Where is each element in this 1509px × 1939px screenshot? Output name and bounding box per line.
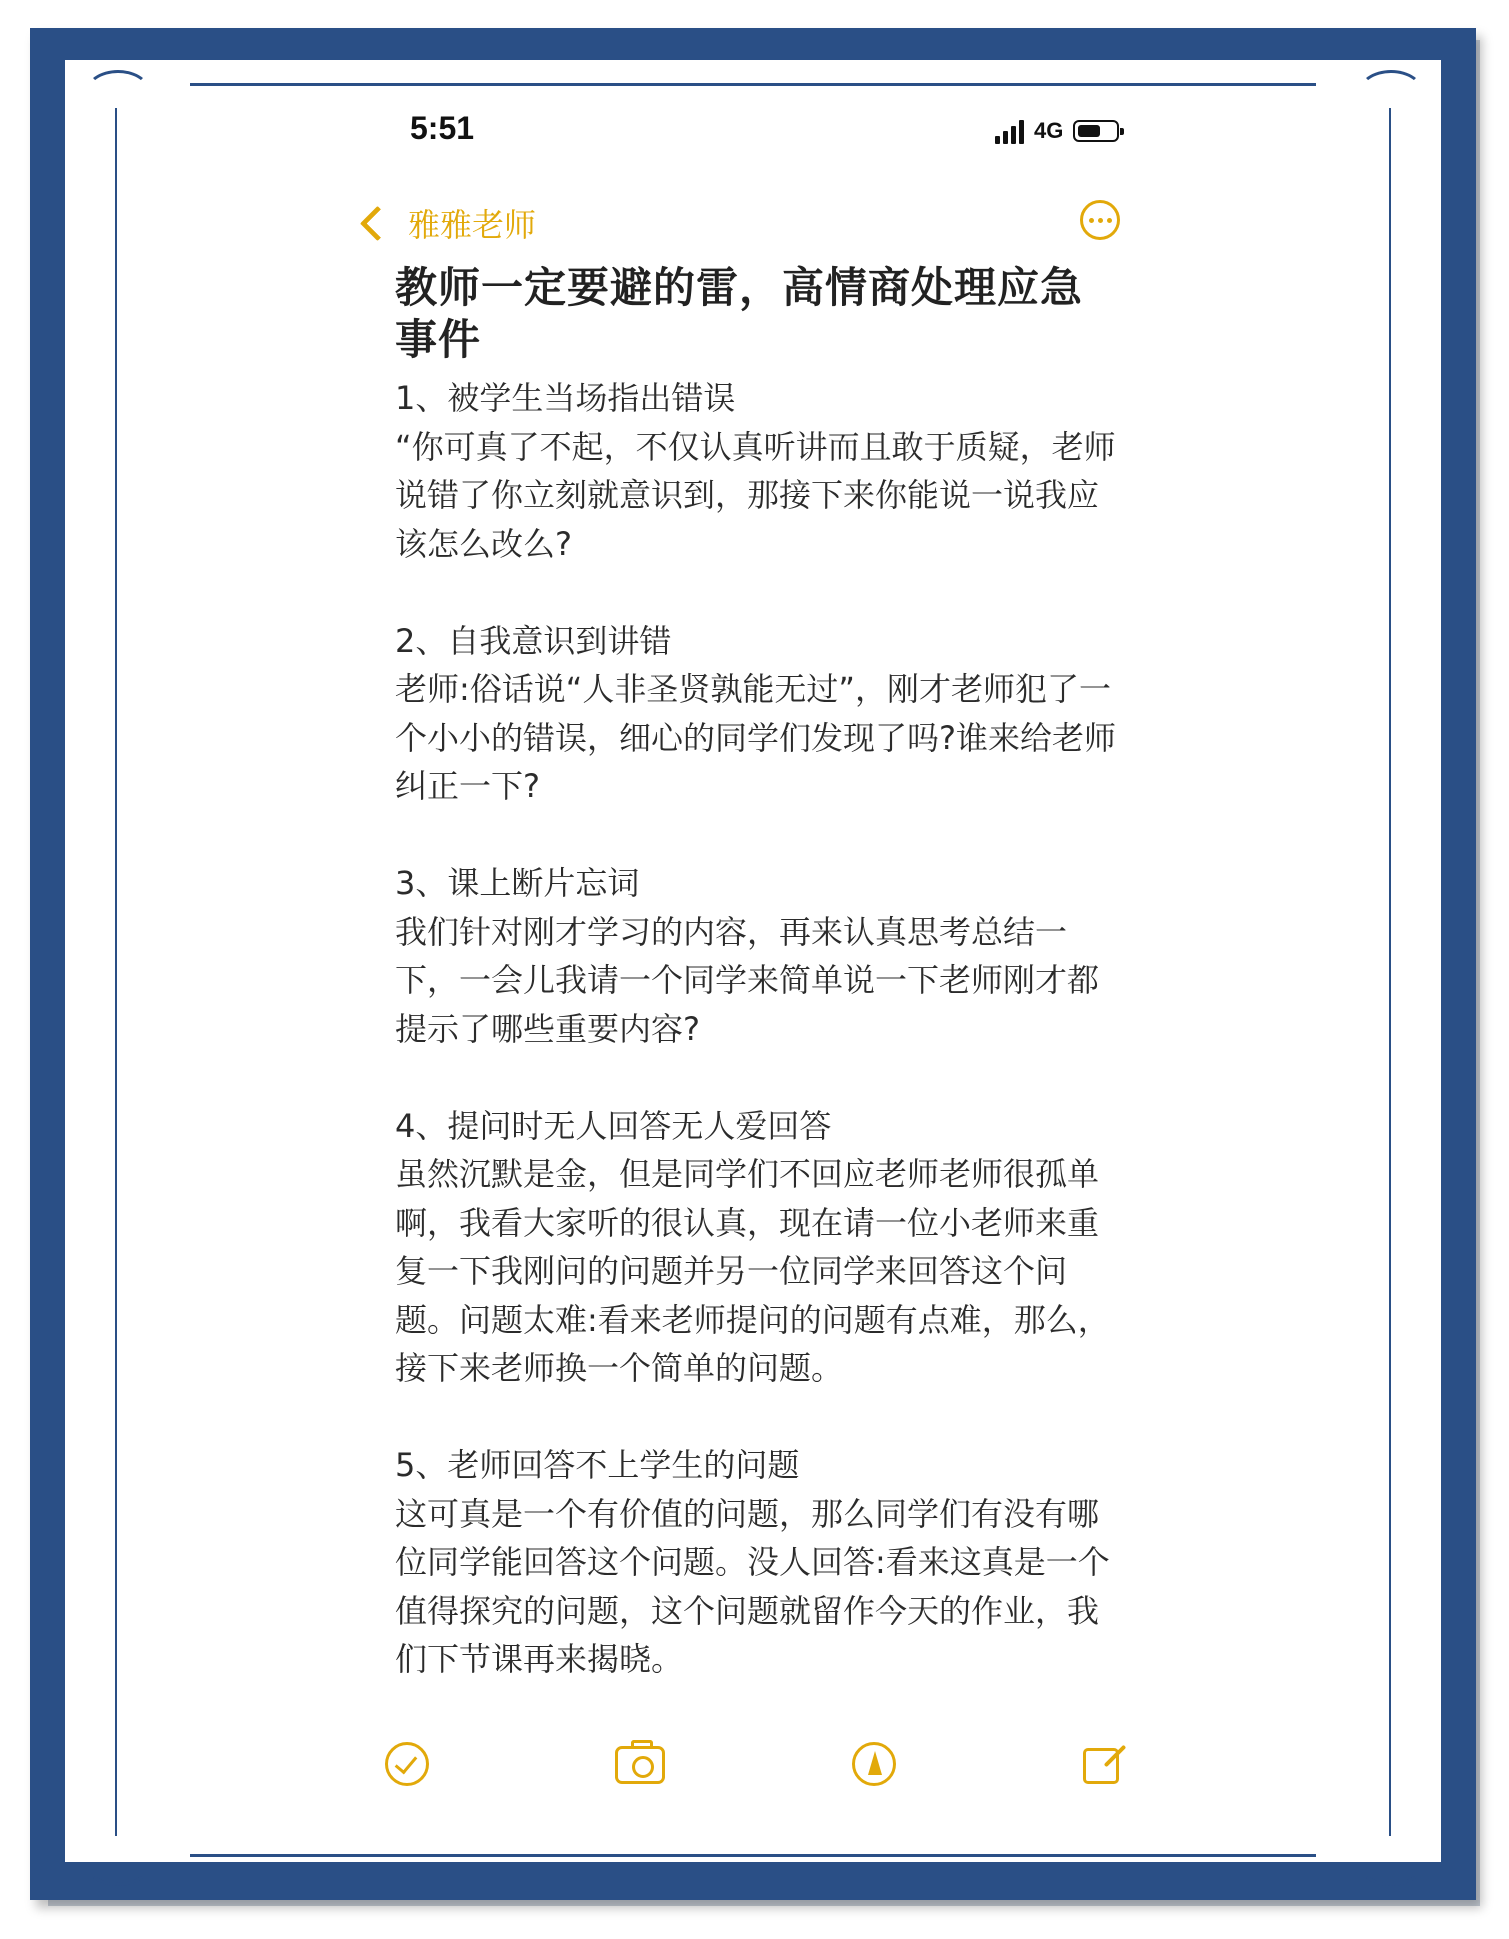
back-label: 雅雅老师: [408, 206, 537, 244]
note-section: [395, 1102, 1125, 1393]
note-title[interactable]: 教师一定要避的雷，高情商处理应急事件: [395, 263, 1084, 364]
note-body[interactable]: [395, 374, 1125, 1732]
battery-level: [1078, 125, 1100, 137]
note-section: [395, 859, 1125, 1053]
section-text: 老师:俗话说“人非圣贤孰能无过”，刚才老师犯了一个小小的错误，细心的同学们发现了吗?谁来给老师纠正一下?: [395, 670, 1116, 805]
section-text: 虽然沉默是金，但是同学们不回应老师老师很孤单啊，我看大家听的很认真，现在请一位小老师来重复一下我刚问的问题并另一位同学来回答这个问题。问题太难:看来老师提问的问题有点难，那么，接下来老师换一个简单的问题。: [395, 1155, 1110, 1387]
corner-ornament-bottom-right: [1358, 1840, 1424, 1886]
network-type: 4G: [1034, 118, 1064, 143]
more-icon: [1089, 218, 1094, 223]
note-section: [395, 617, 1125, 811]
markup-icon[interactable]: [852, 1742, 896, 1786]
signal-icon: [995, 118, 1024, 144]
section-heading: 4、提问时无人回答无人爱回答: [395, 1106, 832, 1145]
status-indicators: [995, 115, 1119, 147]
battery-icon: [1073, 120, 1119, 142]
corner-ornament-top-left: [85, 70, 151, 116]
section-heading: 1、被学生当场指出错误: [395, 379, 736, 417]
section-text: 我们针对刚才学习的内容，再来认真思考总结一下，一会儿我请一个同学来简单说一下老师刚才都提示了哪些重要内容?: [395, 912, 1100, 1048]
note-section: [395, 1441, 1125, 1684]
camera-icon[interactable]: [615, 1746, 665, 1784]
back-button[interactable]: [365, 200, 536, 246]
section-text: “你可真了不起，不仅认真听讲而且敢于质疑，老师说错了你立刻就意识到，那接下来你能说一说我应该怎么改么?: [395, 427, 1116, 563]
compose-icon[interactable]: [1083, 1742, 1127, 1786]
chevron-left-icon: [360, 205, 395, 240]
note-section: [395, 374, 1125, 568]
decorative-line-bottom: [190, 1854, 1316, 1857]
checklist-icon[interactable]: [385, 1742, 429, 1786]
status-time: 5:51: [410, 110, 475, 146]
corner-ornament-bottom-left: [85, 1840, 151, 1886]
corner-ornament-top-right: [1358, 70, 1424, 116]
section-text: 这可真是一个有价值的问题，那么同学们有没有哪位同学能回答这个问题。没人回答:看来这真是一个值得探究的问题，这个问题就留作今天的作业，我们下节课再来揭晓。: [395, 1494, 1110, 1678]
section-heading: 3、课上断片忘词: [395, 864, 640, 902]
section-heading: 2、自我意识到讲错: [395, 621, 672, 660]
decorative-line-top: [190, 83, 1316, 86]
more-options-button[interactable]: [1080, 200, 1120, 240]
section-heading: 5、老师回答不上学生的问题: [395, 1446, 800, 1484]
